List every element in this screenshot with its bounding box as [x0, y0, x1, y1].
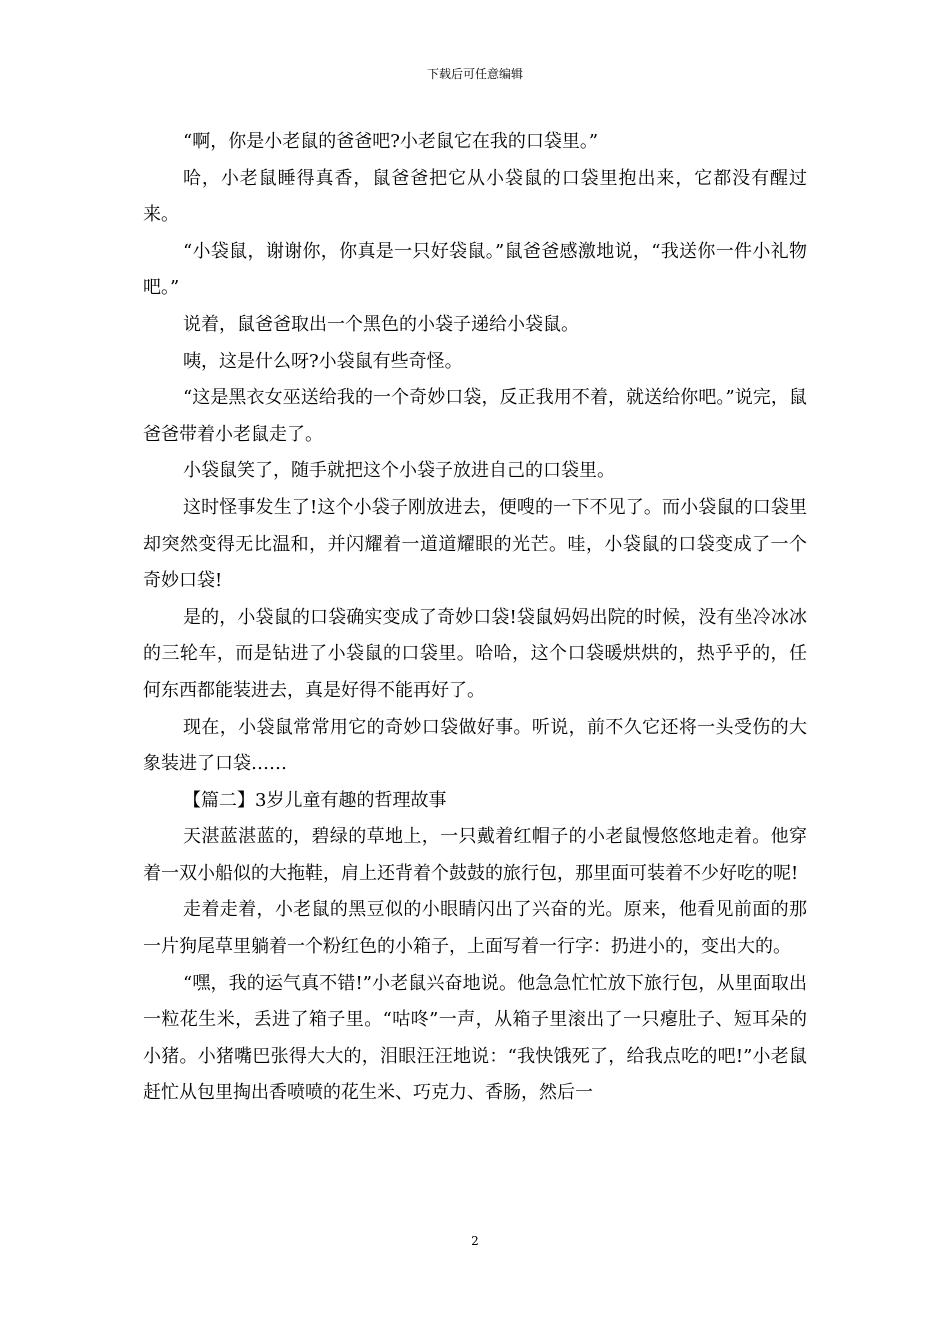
paragraph: “小袋鼠，谢谢你，你真是一只好袋鼠。”鼠爸爸感激地说，“我送你一件小礼物吧。”	[143, 240, 807, 299]
paragraph: 小袋鼠笑了，随手就把这个小袋子放进自己的口袋里。	[183, 460, 615, 482]
paragraph: 走着走着，小老鼠的黑豆似的小眼睛闪出了兴奋的光。原来，他看见前面的那一片狗尾草里躺着一个粉红色的小箱子，上面写着一行字：扔进小的，变出大的。	[143, 899, 807, 958]
paragraph: “这是黑衣女巫送给我的一个奇妙口袋，反正我用不着，就送给你吧。”说完，鼠爸爸带着小老鼠走了。	[143, 387, 807, 445]
paragraph: 这时怪事发生了!这个小袋子刚放进去，便嗖的一下不见了。而小袋鼠的口袋里却突然变得无比温和，并闪耀着一道道耀眼的光芒。哇，小袋鼠的口袋变成了一个奇妙口袋!	[143, 496, 807, 592]
paragraph: 是的，小袋鼠的口袋确实变成了奇妙口袋!袋鼠妈妈出院的时候，没有坐冷冰冰的三轮车，而是钻进了小袋鼠的口袋里。哈哈，这个口袋暖烘烘的，热乎乎的，任何东西都能装进去，真是好得不能再好了。	[143, 606, 807, 701]
paragraph: “啊，你是小老鼠的爸爸吧?小老鼠它在我的口袋里。”	[183, 131, 599, 152]
paragraph: 天湛蓝湛蓝的，碧绿的草地上，一只戴着红帽子的小老鼠慢悠悠地走着。他穿着一双小船似的大拖鞋，肩上还背着个鼓鼓的旅行包，那里面可装着不少好吃的呢!	[143, 826, 807, 884]
page-header: 下载后可任意编辑	[426, 67, 523, 81]
paragraph: “嘿，我的运气真不错!”小老鼠兴奋地说。他急急忙忙放下旅行包，从里面取出一粒花生米，丢进了箱子里。“咕咚”一声，从箱子里滚出了一只瘪肚子、短耳朵的小猪。小猪嘴巴张得大大的，泪眼汪汪地说：“我快饿死了，给我点吃的吧!”小老鼠赶忙从包里掏出香喷喷的花生米、巧克力、香肠，然后一	[143, 972, 807, 1104]
paragraph: 哈，小老鼠睡得真香，鼠爸爸把它从小袋鼠的口袋里抱出来，它都没有醒过来。	[143, 167, 807, 226]
section-heading: 【篇二】3岁儿童有趣的哲理故事	[183, 789, 447, 811]
document-body	[143, 124, 807, 1112]
paragraph: 现在，小袋鼠常常用它的奇妙口袋做好事。听说，前不久它还将一头受伤的大象装进了口袋……	[143, 716, 807, 775]
paragraph: 说着，鼠爸爸取出一个黑色的小袋子递给小袋鼠。	[183, 313, 579, 335]
page-number: 2	[471, 1234, 479, 1248]
paragraph: 咦，这是什么呀?小袋鼠有些奇怪。	[183, 350, 463, 372]
